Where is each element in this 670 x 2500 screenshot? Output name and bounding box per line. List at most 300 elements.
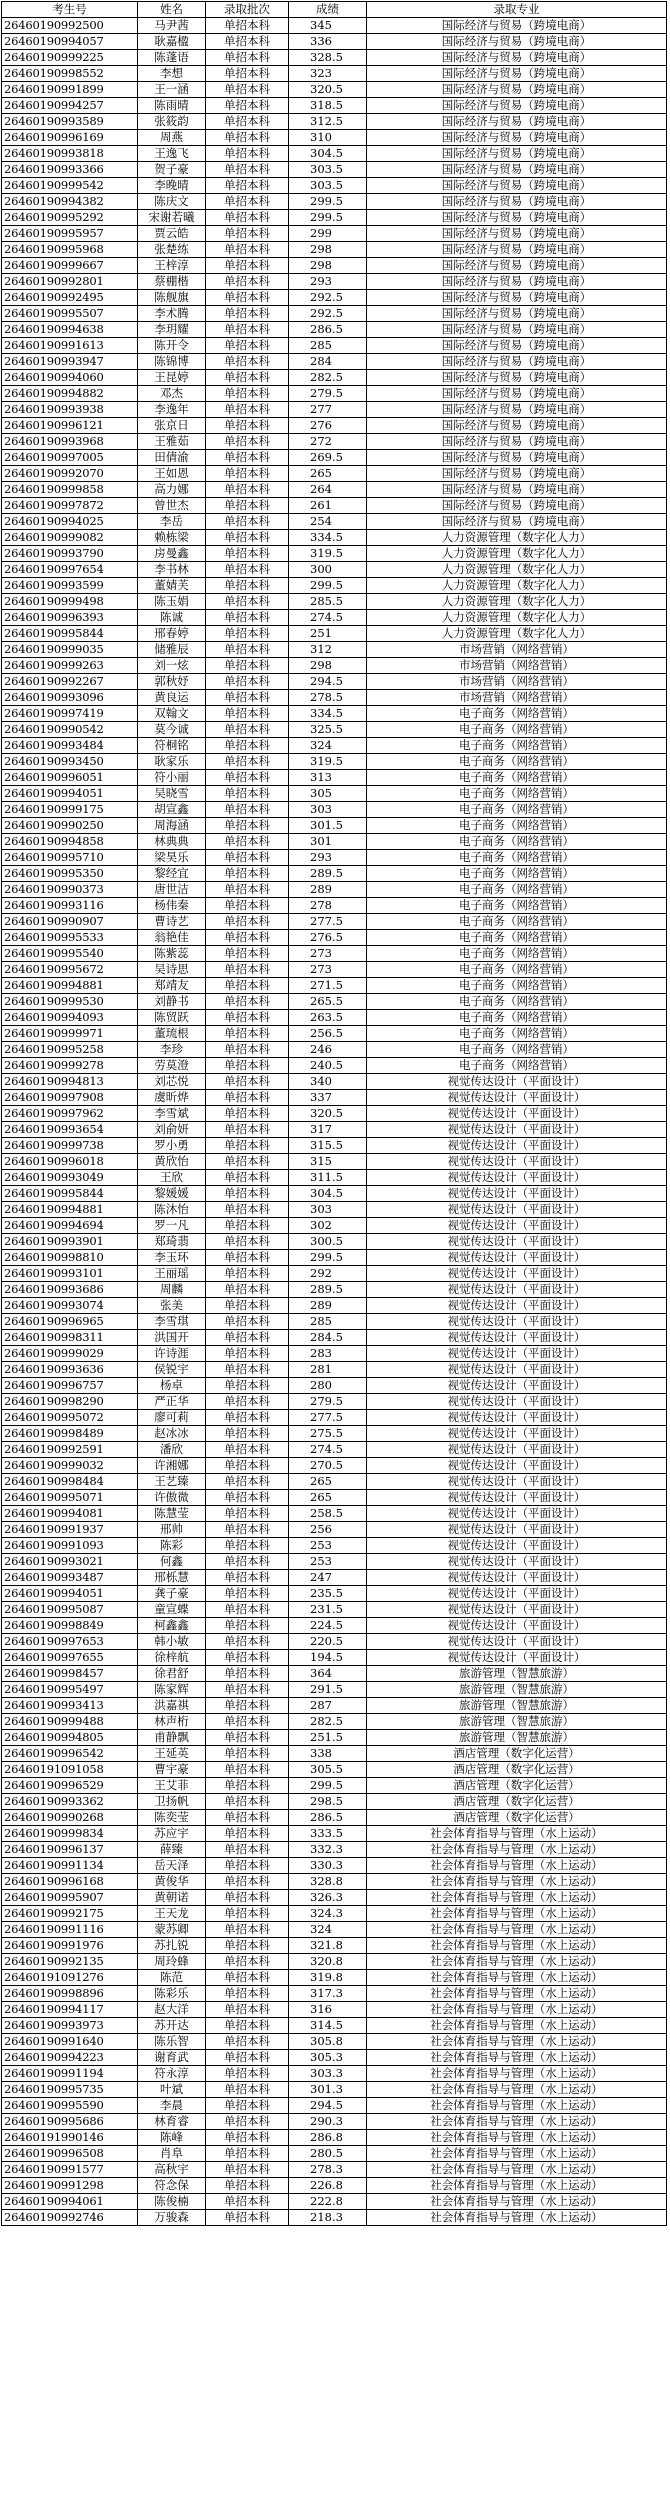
name-cell: 王艾菲: [138, 1778, 206, 1794]
major-cell: 国际经济与贸易（跨境电商）: [367, 482, 667, 498]
candidate-id-cell: 26460190995957: [2, 226, 138, 242]
candidate-id-cell: 26460190996121: [2, 418, 138, 434]
batch-cell: 单招本科: [206, 498, 289, 514]
score-cell: 332.3: [289, 1842, 367, 1858]
table-row: [2, 594, 667, 610]
major-cell: 市场营销（网络营销）: [367, 674, 667, 690]
score-cell: 317: [289, 1122, 367, 1138]
table-row: [2, 1730, 667, 1746]
batch-cell: 单招本科: [206, 1426, 289, 1442]
batch-cell: 单招本科: [206, 434, 289, 450]
major-cell: 电子商务（网络营销）: [367, 930, 667, 946]
candidate-id-cell: 26460190997419: [2, 706, 138, 722]
table-row: [2, 610, 667, 626]
table-row: [2, 658, 667, 674]
batch-cell: 单招本科: [206, 1378, 289, 1394]
candidate-id-cell: 26460190993818: [2, 146, 138, 162]
name-cell: 吴晓雪: [138, 786, 206, 802]
candidate-id-cell: 26460190995087: [2, 1602, 138, 1618]
candidate-id-cell: 26460190995968: [2, 242, 138, 258]
batch-cell: 单招本科: [206, 1794, 289, 1810]
candidate-id-cell: 26460190997655: [2, 1650, 138, 1666]
name-cell: 李术腾: [138, 306, 206, 322]
major-cell: 国际经济与贸易（跨境电商）: [367, 114, 667, 130]
major-cell: 视觉传达设计（平面设计）: [367, 1522, 667, 1538]
table-row: [2, 450, 667, 466]
name-cell: 符念保: [138, 2178, 206, 2194]
major-cell: 视觉传达设计（平面设计）: [367, 1266, 667, 1282]
candidate-id-cell: 26460190993487: [2, 1570, 138, 1586]
batch-cell: 单招本科: [206, 1090, 289, 1106]
name-cell: 曹诗艺: [138, 914, 206, 930]
score-cell: 265.5: [289, 994, 367, 1010]
score-cell: 303.5: [289, 178, 367, 194]
major-cell: 国际经济与贸易（跨境电商）: [367, 98, 667, 114]
name-cell: 陈舰旗: [138, 290, 206, 306]
table-row: [2, 1010, 667, 1026]
table-row: [2, 1746, 667, 1762]
major-cell: 电子商务（网络营销）: [367, 866, 667, 882]
batch-cell: 单招本科: [206, 290, 289, 306]
major-cell: 社会体育指导与管理（水上运动）: [367, 1890, 667, 1906]
candidate-id-cell: 26460190992746: [2, 2210, 138, 2226]
batch-cell: 单招本科: [206, 2002, 289, 2018]
batch-cell: 单招本科: [206, 1314, 289, 1330]
score-cell: 290.3: [289, 2114, 367, 2130]
candidate-id-cell: 26460190994805: [2, 1730, 138, 1746]
header-candidate-id: 考生号: [2, 2, 138, 18]
major-cell: 社会体育指导与管理（水上运动）: [367, 2162, 667, 2178]
batch-cell: 单招本科: [206, 338, 289, 354]
candidate-id-cell: 26460190994813: [2, 1074, 138, 1090]
table-row: [2, 1618, 667, 1634]
name-cell: 黄俊华: [138, 1874, 206, 1890]
major-cell: 视觉传达设计（平面设计）: [367, 1218, 667, 1234]
score-cell: 279.5: [289, 386, 367, 402]
table-row: [2, 1922, 667, 1938]
name-cell: 符小丽: [138, 770, 206, 786]
candidate-id-cell: 26460190995735: [2, 2082, 138, 2098]
batch-cell: 单招本科: [206, 1058, 289, 1074]
major-cell: 社会体育指导与管理（水上运动）: [367, 2146, 667, 2162]
major-cell: 视觉传达设计（平面设计）: [367, 1394, 667, 1410]
major-cell: 电子商务（网络营销）: [367, 770, 667, 786]
name-cell: 陈雨晴: [138, 98, 206, 114]
score-cell: 247: [289, 1570, 367, 1586]
candidate-id-cell: 26460190996965: [2, 1314, 138, 1330]
batch-cell: 单招本科: [206, 1490, 289, 1506]
candidate-id-cell: 26460190999082: [2, 530, 138, 546]
major-cell: 视觉传达设计（平面设计）: [367, 1186, 667, 1202]
batch-cell: 单招本科: [206, 322, 289, 338]
major-cell: 视觉传达设计（平面设计）: [367, 1602, 667, 1618]
name-cell: 赵大洋: [138, 2002, 206, 2018]
score-cell: 328.8: [289, 1874, 367, 1890]
table-row: [2, 1954, 667, 1970]
name-cell: 黎经宜: [138, 866, 206, 882]
major-cell: 视觉传达设计（平面设计）: [367, 1234, 667, 1250]
major-cell: 视觉传达设计（平面设计）: [367, 1426, 667, 1442]
major-cell: 国际经济与贸易（跨境电商）: [367, 210, 667, 226]
major-cell: 酒店管理（数字化运营）: [367, 1762, 667, 1778]
major-cell: 国际经济与贸易（跨境电商）: [367, 242, 667, 258]
candidate-id-cell: 26460190991640: [2, 2034, 138, 2050]
candidate-id-cell: 26460190997962: [2, 1106, 138, 1122]
name-cell: 耿家乐: [138, 754, 206, 770]
batch-cell: 单招本科: [206, 450, 289, 466]
major-cell: 市场营销（网络营销）: [367, 642, 667, 658]
candidate-id-cell: 26460190998489: [2, 1426, 138, 1442]
major-cell: 社会体育指导与管理（水上运动）: [367, 2034, 667, 2050]
table-row: [2, 1858, 667, 1874]
score-cell: 319.8: [289, 1970, 367, 1986]
candidate-id-cell: 26460190994093: [2, 1010, 138, 1026]
table-row: [2, 1714, 667, 1730]
batch-cell: 单招本科: [206, 2066, 289, 2082]
table-row: [2, 770, 667, 786]
batch-cell: 单招本科: [206, 210, 289, 226]
major-cell: 视觉传达设计（平面设计）: [367, 1122, 667, 1138]
table-row: [2, 2130, 667, 2146]
batch-cell: 单招本科: [206, 1522, 289, 1538]
major-cell: 视觉传达设计（平面设计）: [367, 1202, 667, 1218]
name-cell: 李玉环: [138, 1250, 206, 1266]
batch-cell: 单招本科: [206, 258, 289, 274]
batch-cell: 单招本科: [206, 402, 289, 418]
score-cell: 265: [289, 1490, 367, 1506]
table-row: [2, 274, 667, 290]
major-cell: 社会体育指导与管理（水上运动）: [367, 2098, 667, 2114]
name-cell: 董琉根: [138, 1026, 206, 1042]
batch-cell: 单招本科: [206, 2082, 289, 2098]
candidate-id-cell: 26460190993589: [2, 114, 138, 130]
score-cell: 299: [289, 226, 367, 242]
name-cell: 李晨: [138, 2098, 206, 2114]
batch-cell: 单招本科: [206, 2034, 289, 2050]
batch-cell: 单招本科: [206, 1826, 289, 1842]
table-row: [2, 1602, 667, 1618]
candidate-id-cell: 26460190998849: [2, 1618, 138, 1634]
major-cell: 电子商务（网络营销）: [367, 946, 667, 962]
batch-cell: 单招本科: [206, 1186, 289, 1202]
name-cell: 王欣: [138, 1170, 206, 1186]
batch-cell: 单招本科: [206, 1346, 289, 1362]
name-cell: 李岳: [138, 514, 206, 530]
score-cell: 291.5: [289, 1682, 367, 1698]
table-row: [2, 66, 667, 82]
candidate-id-cell: 26460190999225: [2, 50, 138, 66]
major-cell: 视觉传达设计（平面设计）: [367, 1634, 667, 1650]
name-cell: 陈峰: [138, 2130, 206, 2146]
score-cell: 276.5: [289, 930, 367, 946]
candidate-id-cell: 26460190995507: [2, 306, 138, 322]
candidate-id-cell: 26460190996051: [2, 770, 138, 786]
candidate-id-cell: 26460190999498: [2, 594, 138, 610]
table-row: [2, 434, 667, 450]
batch-cell: 单招本科: [206, 34, 289, 50]
name-cell: 曾世杰: [138, 498, 206, 514]
batch-cell: 单招本科: [206, 1810, 289, 1826]
candidate-id-cell: 26460190996018: [2, 1154, 138, 1170]
name-cell: 赖栋梁: [138, 530, 206, 546]
score-cell: 286.8: [289, 2130, 367, 2146]
table-row: [2, 1362, 667, 1378]
major-cell: 电子商务（网络营销）: [367, 1042, 667, 1058]
score-cell: 284: [289, 354, 367, 370]
batch-cell: 单招本科: [206, 130, 289, 146]
major-cell: 国际经济与贸易（跨境电商）: [367, 370, 667, 386]
candidate-id-cell: 26460190994117: [2, 2002, 138, 2018]
table-row: [2, 466, 667, 482]
candidate-id-cell: 26460190995258: [2, 1042, 138, 1058]
name-cell: 周燕: [138, 130, 206, 146]
candidate-id-cell: 26460190998552: [2, 66, 138, 82]
score-cell: 270.5: [289, 1458, 367, 1474]
score-cell: 324: [289, 1922, 367, 1938]
name-cell: 杨伟秦: [138, 898, 206, 914]
score-cell: 317.3: [289, 1986, 367, 2002]
header-major: 录取专业: [367, 2, 667, 18]
batch-cell: 单招本科: [206, 1202, 289, 1218]
batch-cell: 单招本科: [206, 658, 289, 674]
table-row: [2, 786, 667, 802]
name-cell: 谢育武: [138, 2050, 206, 2066]
candidate-id-cell: 26460190994051: [2, 1586, 138, 1602]
major-cell: 社会体育指导与管理（水上运动）: [367, 1938, 667, 1954]
score-cell: 299.5: [289, 210, 367, 226]
name-cell: 许傲微: [138, 1490, 206, 1506]
name-cell: 陈玉娟: [138, 594, 206, 610]
name-cell: 贺子豪: [138, 162, 206, 178]
candidate-id-cell: 26460190992135: [2, 1954, 138, 1970]
major-cell: 电子商务（网络营销）: [367, 738, 667, 754]
table-row: [2, 1330, 667, 1346]
candidate-id-cell: 26460190991899: [2, 82, 138, 98]
candidate-id-cell: 26460190997005: [2, 450, 138, 466]
candidate-id-cell: 26460190991194: [2, 2066, 138, 2082]
candidate-id-cell: 26460190993973: [2, 2018, 138, 2034]
table-row: [2, 914, 667, 930]
table-row: [2, 194, 667, 210]
score-cell: 258.5: [289, 1506, 367, 1522]
score-cell: 279.5: [289, 1394, 367, 1410]
table-row: [2, 482, 667, 498]
candidate-id-cell: 26460190994061: [2, 2194, 138, 2210]
candidate-id-cell: 26460190996542: [2, 1746, 138, 1762]
score-cell: 282.5: [289, 1714, 367, 1730]
candidate-id-cell: 26460190993049: [2, 1170, 138, 1186]
name-cell: 王天龙: [138, 1906, 206, 1922]
major-cell: 社会体育指导与管理（水上运动）: [367, 2050, 667, 2066]
score-cell: 305.5: [289, 1762, 367, 1778]
score-cell: 305: [289, 786, 367, 802]
score-cell: 305.3: [289, 2050, 367, 2066]
table-row: [2, 1426, 667, 1442]
table-row: [2, 1810, 667, 1826]
major-cell: 社会体育指导与管理（水上运动）: [367, 1922, 667, 1938]
table-row: [2, 930, 667, 946]
candidate-id-cell: 26460190994382: [2, 194, 138, 210]
name-cell: 胡宣鑫: [138, 802, 206, 818]
batch-cell: 单招本科: [206, 418, 289, 434]
name-cell: 高秋宇: [138, 2162, 206, 2178]
name-cell: 许诗涯: [138, 1346, 206, 1362]
major-cell: 视觉传达设计（平面设计）: [367, 1474, 667, 1490]
major-cell: 视觉传达设计（平面设计）: [367, 1330, 667, 1346]
major-cell: 视觉传达设计（平面设计）: [367, 1538, 667, 1554]
score-cell: 303: [289, 1202, 367, 1218]
candidate-id-cell: 26460190993074: [2, 1298, 138, 1314]
score-cell: 314.5: [289, 2018, 367, 2034]
score-cell: 304.5: [289, 146, 367, 162]
candidate-id-cell: 26460190995590: [2, 2098, 138, 2114]
major-cell: 电子商务（网络营销）: [367, 914, 667, 930]
table-row: [2, 18, 667, 34]
score-cell: 324: [289, 738, 367, 754]
candidate-id-cell: 26460190996137: [2, 1842, 138, 1858]
name-cell: 双翰文: [138, 706, 206, 722]
major-cell: 人力资源管理（数字化人力）: [367, 578, 667, 594]
candidate-id-cell: 26460191091058: [2, 1762, 138, 1778]
table-row: [2, 1906, 667, 1922]
table-row: [2, 850, 667, 866]
score-cell: 253: [289, 1538, 367, 1554]
major-cell: 视觉传达设计（平面设计）: [367, 1490, 667, 1506]
table-row: [2, 98, 667, 114]
score-cell: 292.5: [289, 306, 367, 322]
table-row: [2, 1458, 667, 1474]
batch-cell: 单招本科: [206, 930, 289, 946]
score-cell: 345: [289, 18, 367, 34]
table-row: [2, 146, 667, 162]
batch-cell: 单招本科: [206, 1410, 289, 1426]
score-cell: 301.3: [289, 2082, 367, 2098]
batch-cell: 单招本科: [206, 1506, 289, 1522]
name-cell: 虞昕烨: [138, 1090, 206, 1106]
batch-cell: 单招本科: [206, 18, 289, 34]
table-row: [2, 498, 667, 514]
major-cell: 国际经济与贸易（跨境电商）: [367, 194, 667, 210]
score-cell: 293: [289, 274, 367, 290]
candidate-id-cell: 26460190999667: [2, 258, 138, 274]
name-cell: 郑琦翡: [138, 1234, 206, 1250]
batch-cell: 单招本科: [206, 1618, 289, 1634]
table-row: [2, 1938, 667, 1954]
major-cell: 国际经济与贸易（跨境电商）: [367, 450, 667, 466]
score-cell: 298: [289, 242, 367, 258]
table-row: [2, 34, 667, 50]
batch-cell: 单招本科: [206, 1138, 289, 1154]
table-row: [2, 162, 667, 178]
score-cell: 292.5: [289, 290, 367, 306]
name-cell: 王艺臻: [138, 1474, 206, 1490]
table-row: [2, 338, 667, 354]
score-cell: 273: [289, 962, 367, 978]
candidate-id-cell: 26460190993413: [2, 1698, 138, 1714]
score-cell: 282.5: [289, 370, 367, 386]
major-cell: 旅游管理（智慧旅游）: [367, 1666, 667, 1682]
major-cell: 酒店管理（数字化运营）: [367, 1778, 667, 1794]
table-row: [2, 1634, 667, 1650]
table-row: [2, 82, 667, 98]
major-cell: 国际经济与贸易（跨境电商）: [367, 258, 667, 274]
table-row: [2, 1842, 667, 1858]
score-cell: 310: [289, 130, 367, 146]
candidate-id-cell: 26460190998457: [2, 1666, 138, 1682]
candidate-id-cell: 26460190993101: [2, 1266, 138, 1282]
name-cell: 何鑫: [138, 1554, 206, 1570]
candidate-id-cell: 26460190998896: [2, 1986, 138, 2002]
table-row: [2, 818, 667, 834]
score-cell: 333.5: [289, 1826, 367, 1842]
batch-cell: 单招本科: [206, 1906, 289, 1922]
major-cell: 市场营销（网络营销）: [367, 658, 667, 674]
table-row: [2, 802, 667, 818]
candidate-id-cell: 26460190994257: [2, 98, 138, 114]
table-row: [2, 1282, 667, 1298]
batch-cell: 单招本科: [206, 114, 289, 130]
candidate-id-cell: 26460190995350: [2, 866, 138, 882]
major-cell: 旅游管理（智慧旅游）: [367, 1730, 667, 1746]
table-row: [2, 578, 667, 594]
candidate-id-cell: 26460190992175: [2, 1906, 138, 1922]
name-cell: 劳莫澄: [138, 1058, 206, 1074]
name-cell: 邓杰: [138, 386, 206, 402]
table-row: [2, 1442, 667, 1458]
name-cell: 陈诚: [138, 610, 206, 626]
header-batch: 录取批次: [206, 2, 289, 18]
batch-cell: 单招本科: [206, 2130, 289, 2146]
table-row: [2, 674, 667, 690]
major-cell: 国际经济与贸易（跨境电商）: [367, 18, 667, 34]
major-cell: 国际经济与贸易（跨境电商）: [367, 50, 667, 66]
score-cell: 277.5: [289, 1410, 367, 1426]
batch-cell: 单招本科: [206, 1218, 289, 1234]
major-cell: 社会体育指导与管理（水上运动）: [367, 1826, 667, 1842]
major-cell: 视觉传达设计（平面设计）: [367, 1346, 667, 1362]
score-cell: 285: [289, 338, 367, 354]
candidate-id-cell: 26460190995292: [2, 210, 138, 226]
score-cell: 289.5: [289, 1282, 367, 1298]
candidate-id-cell: 26460190999278: [2, 1058, 138, 1074]
score-cell: 254: [289, 514, 367, 530]
score-cell: 294.5: [289, 2098, 367, 2114]
major-cell: 人力资源管理（数字化人力）: [367, 562, 667, 578]
major-cell: 电子商务（网络营销）: [367, 1026, 667, 1042]
candidate-id-cell: 26460190994881: [2, 978, 138, 994]
score-cell: 334.5: [289, 530, 367, 546]
table-row: [2, 226, 667, 242]
table-row: [2, 1042, 667, 1058]
batch-cell: 单招本科: [206, 818, 289, 834]
candidate-id-cell: 26460190997872: [2, 498, 138, 514]
candidate-id-cell: 26460190999029: [2, 1346, 138, 1362]
major-cell: 国际经济与贸易（跨境电商）: [367, 466, 667, 482]
score-cell: 330.3: [289, 1858, 367, 1874]
score-cell: 286.5: [289, 322, 367, 338]
batch-cell: 单招本科: [206, 66, 289, 82]
batch-cell: 单招本科: [206, 1010, 289, 1026]
batch-cell: 单招本科: [206, 1890, 289, 1906]
candidate-id-cell: 26460190994858: [2, 834, 138, 850]
batch-cell: 单招本科: [206, 1362, 289, 1378]
major-cell: 社会体育指导与管理（水上运动）: [367, 1858, 667, 1874]
batch-cell: 单招本科: [206, 1954, 289, 1970]
name-cell: 陈范: [138, 1970, 206, 1986]
score-cell: 283: [289, 1346, 367, 1362]
major-cell: 国际经济与贸易（跨境电商）: [367, 82, 667, 98]
major-cell: 视觉传达设计（平面设计）: [367, 1250, 667, 1266]
